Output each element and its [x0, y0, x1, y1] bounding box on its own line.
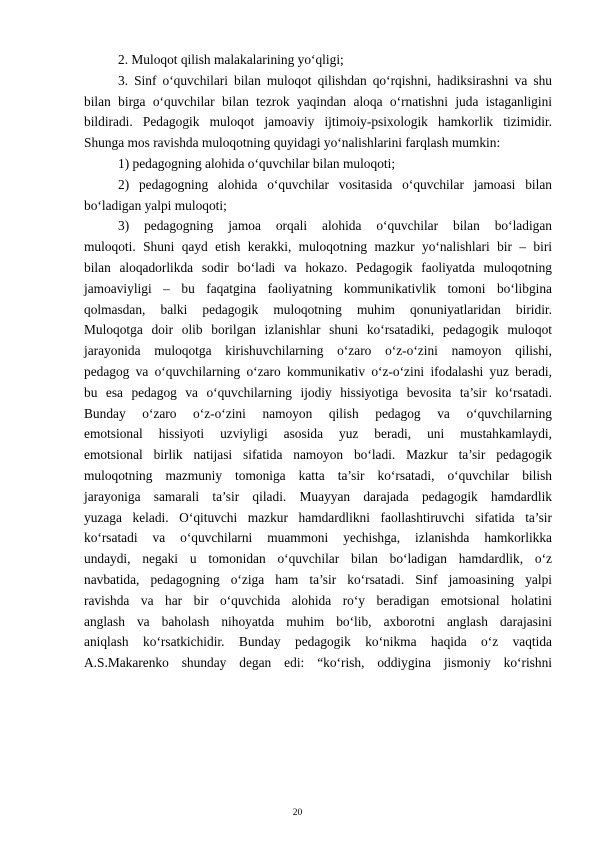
text-line: undaydi, negaki u tomonidan o‘quvchilar bilan bo‘ladigan hamdardlik, o‘z: [84, 551, 552, 567]
text-line: 3. Sinf o‘quvchilari bilan muloqot qilishdan qo‘rqishni, hadiksirashni va shu: [118, 72, 552, 88]
text-line: pedagog va o‘quvchilarning o‘zaro kommunikativ o‘z-o‘zini ifodalashi yuz beradi,: [84, 363, 552, 379]
page-number: 20: [292, 808, 303, 818]
text-line: anglash va baholash nihoyatda muhim bo‘lib, axborotni anglash darajasini: [84, 613, 552, 629]
text-line: navbatida, pedagogning o‘ziga ham ta’sir ko‘rsatadi. Sinf jamoasining yalpi: [84, 571, 552, 587]
text-line: jarayoniga samarali ta’sir qiladi. Muayyan darajada pedagogik hamdardlik: [84, 488, 552, 504]
text-line: aniqlash ko‘rsatkichidir. Bunday pedagogik ko‘nikma haqida o‘z vaqtida: [84, 634, 552, 650]
text-line: emotsional birlik natijasi sifatida namoyon bo‘ladi. Mazkur ta’sir pedagogik: [84, 447, 552, 463]
text-line: bilan aloqadorlikda sodir bo‘ladi va hokazo. Pedagogik faoliyatda muloqotning: [84, 259, 552, 275]
text-line: 1) pedagogning alohida o‘quvchilar bilan muloqoti;: [118, 155, 396, 171]
text-line: muloqoti. Shuni qayd etish kerakki, muloqotning mazkur yo‘nalishlari bir – biri: [84, 239, 552, 255]
text-line: bilan birga o‘quvchilar bilan tezrok yaqindan aloqa o‘rnatishni juda istaganligini: [84, 93, 552, 109]
text-line: qolmasdan, balki pedagogik muloqotning muhim qonuniyatlaridan biridir.: [84, 301, 552, 317]
text-line: Shunga mos ravishda muloqotning quyidagi yo‘nalishlarini farqlash mumkin:: [84, 135, 501, 151]
text-line: emotsional hissiyoti uzviyligi asosida yuz beradi, uni mustahkamlaydi,: [84, 426, 552, 442]
text-line: jarayonida muloqotga kirishuvchilarning o‘zaro o‘z-o‘zini namoyon qilishi,: [84, 343, 552, 359]
text-line: ravishda va har bir o‘quvchida alohida ro‘y beradigan emotsional holatini: [84, 592, 552, 608]
body-text: [84, 50, 552, 674]
text-line: jamoaviyligi – bu faqatgina faoliyatning kommunikativlik tomoni bo‘libgina: [84, 280, 552, 296]
text-line: bo‘ladigan yalpi muloqoti;: [84, 197, 227, 213]
text-line: 2) pedagogning alohida o‘quvchilar vositasida o‘quvchilar jamoasi bilan: [118, 176, 552, 192]
text-line: ko‘rsatadi va o‘quvchilarni muammoni yechishga, izlanishda hamkorlikka: [84, 530, 552, 546]
text-line: A.S.Makarenko shunday degan edi: “ko‘rish, oddiygina jismoniy ko‘rishni: [84, 655, 552, 671]
text-line: Bunday o‘zaro o‘z-o‘zini namoyon qilish pedagog va o‘quvchilarning: [84, 405, 552, 421]
text-line: yuzaga keladi. O‘qituvchi mazkur hamdardlikni faollashtiruvchi sifatida ta’sir: [84, 509, 552, 525]
text-line: muloqotning mazmuniy tomoniga katta ta’sir ko‘rsatadi, o‘quvchilar bilish: [84, 467, 552, 483]
text-line: 3) pedagogning jamoa orqali alohida o‘quvchilar bilan bo‘ladigan: [118, 218, 552, 234]
text-line: Muloqotga doir olib borilgan izlanishlar shuni ko‘rsatadiki, pedagogik muloqot: [84, 322, 552, 338]
text-line: bu esa pedagog va o‘quvchilarning ijodiy hissiyotiga bevosita ta’sir ko‘rsatadi.: [84, 384, 552, 400]
text-line: bildiradi. Pedagogik muloqot jamoaviy ijtimoiy-psixologik hamkorlik tizimidir.: [84, 114, 552, 130]
text-line: 2. Muloqot qilish malakalarining yo‘qligi;: [118, 52, 344, 67]
